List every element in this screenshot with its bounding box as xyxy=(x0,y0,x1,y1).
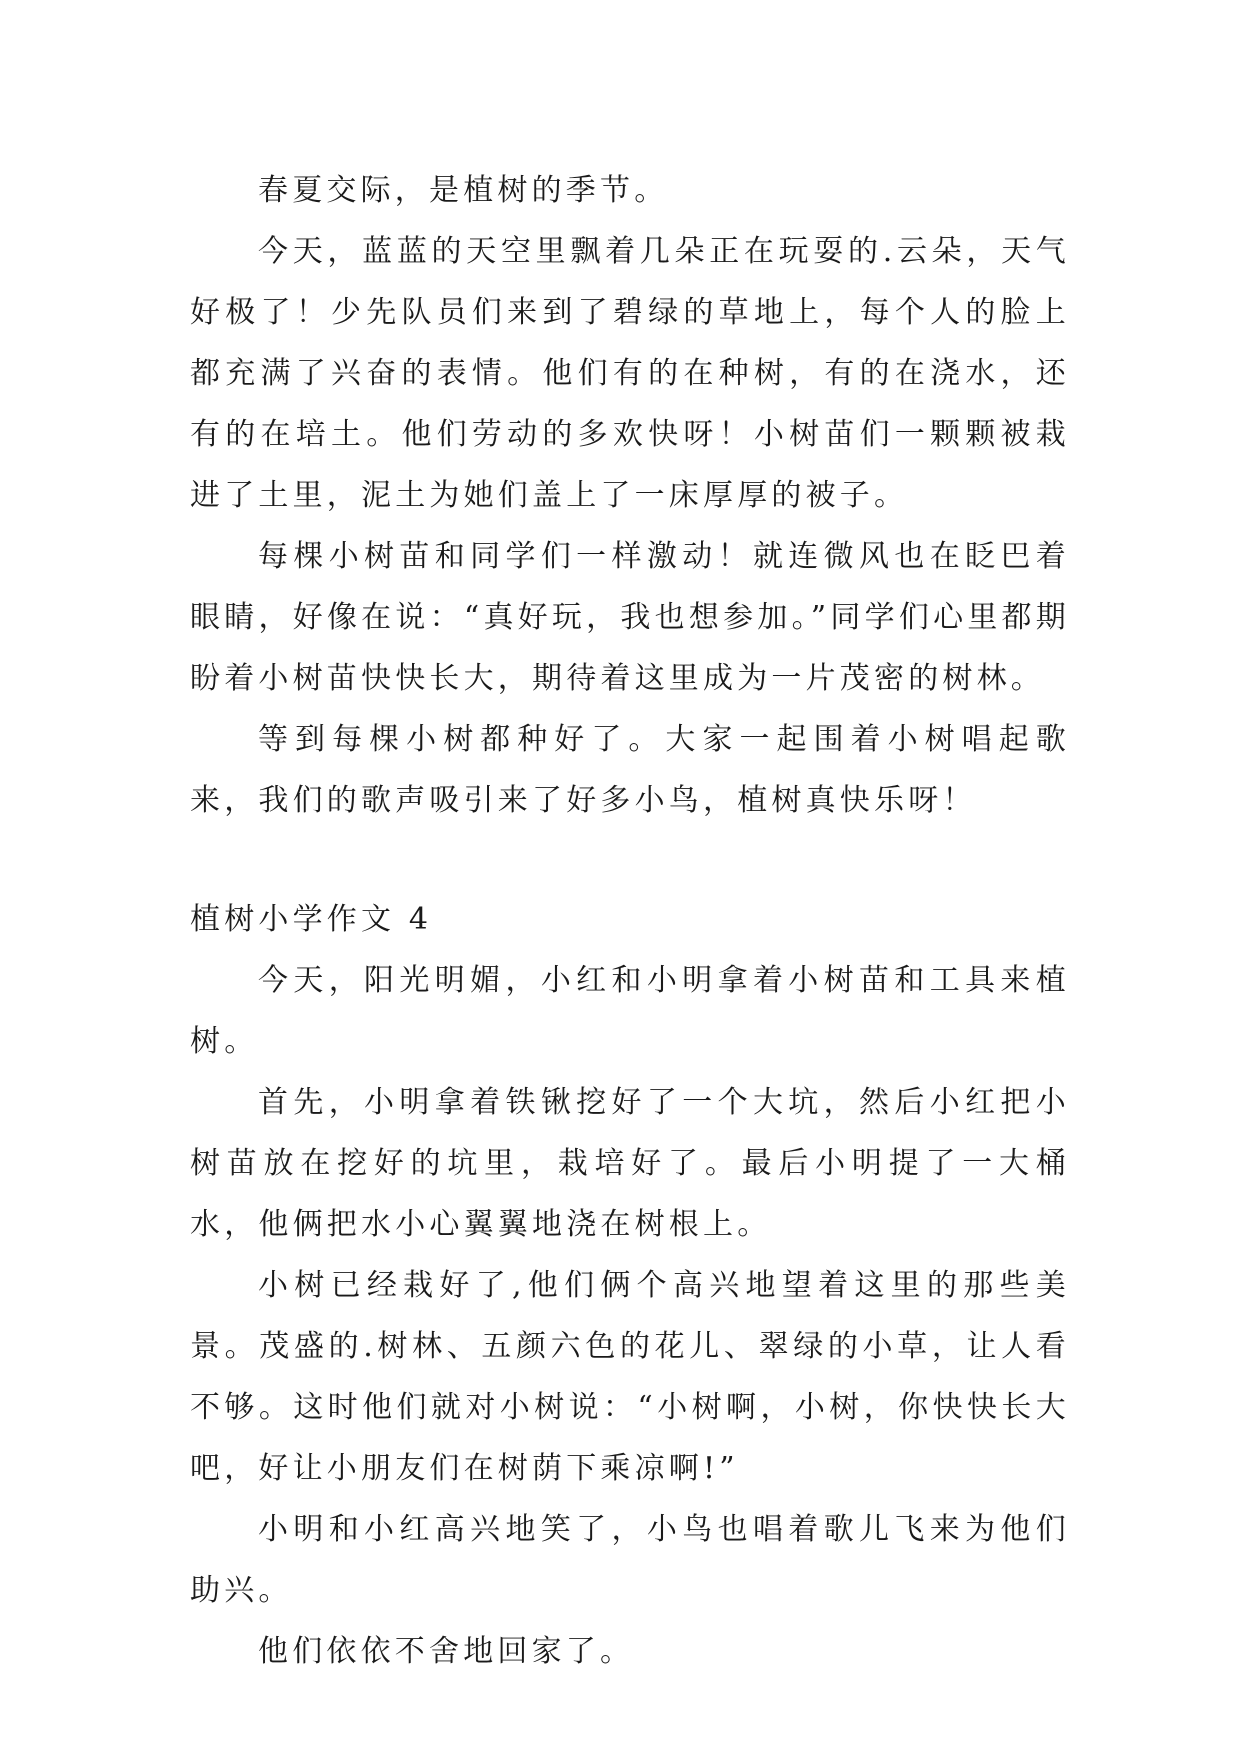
paragraph: 首先，小明拿着铁锹挖好了一个大坑，然后小红把小树苗放在挖好的坑里，栽培好了。最后小明提了一大桶水，他俩把水小心翼翼地浇在树根上。 xyxy=(190,1085,1070,1242)
document-body xyxy=(190,160,1070,1682)
paragraph: 他们依依不舍地回家了。 xyxy=(258,1634,635,1669)
paragraph: 每棵小树苗和同学们一样激动！就连微风也在眨巴着眼睛，好像在说：“真好玩，我也想参加。”同学们心里都期盼着小树苗快快长大，期待着这里成为一片茂密的树林。 xyxy=(190,539,1070,696)
paragraph: 今天，阳光明媚，小红和小明拿着小树苗和工具来植树。 xyxy=(190,963,1070,1059)
paragraph: 小明和小红高兴地笑了，小鸟也唱着歌儿飞来为他们助兴。 xyxy=(190,1512,1070,1608)
paragraph: 等到每棵小树都种好了。大家一起围着小树唱起歌来，我们的歌声吸引来了好多小鸟，植树真快乐呀！ xyxy=(190,722,1070,818)
paragraph: 小树已经栽好了,他们俩个高兴地望着这里的那些美景。茂盛的.树林、五颜六色的花儿、翠绿的小草，让人看不够。这时他们就对小树说：“小树啊，小树，你快快长大吧，好让小朋友们在树荫下乘凉啊!” xyxy=(190,1268,1070,1486)
paragraph: 春夏交际，是植树的季节。 xyxy=(258,173,669,208)
paragraph: 今天，蓝蓝的天空里飘着几朵正在玩耍的.云朵，天气好极了！少先队员们来到了碧绿的草地上，每个人的脸上都充满了兴奋的表情。他们有的在种树，有的在浇水，还有的在培土。他们劳动的多欢快呀！小树苗们一颗颗被栽进了土里，泥土为她们盖上了一床厚厚的被子。 xyxy=(190,234,1070,513)
section-title: 植树小学作文 4 xyxy=(190,902,433,937)
